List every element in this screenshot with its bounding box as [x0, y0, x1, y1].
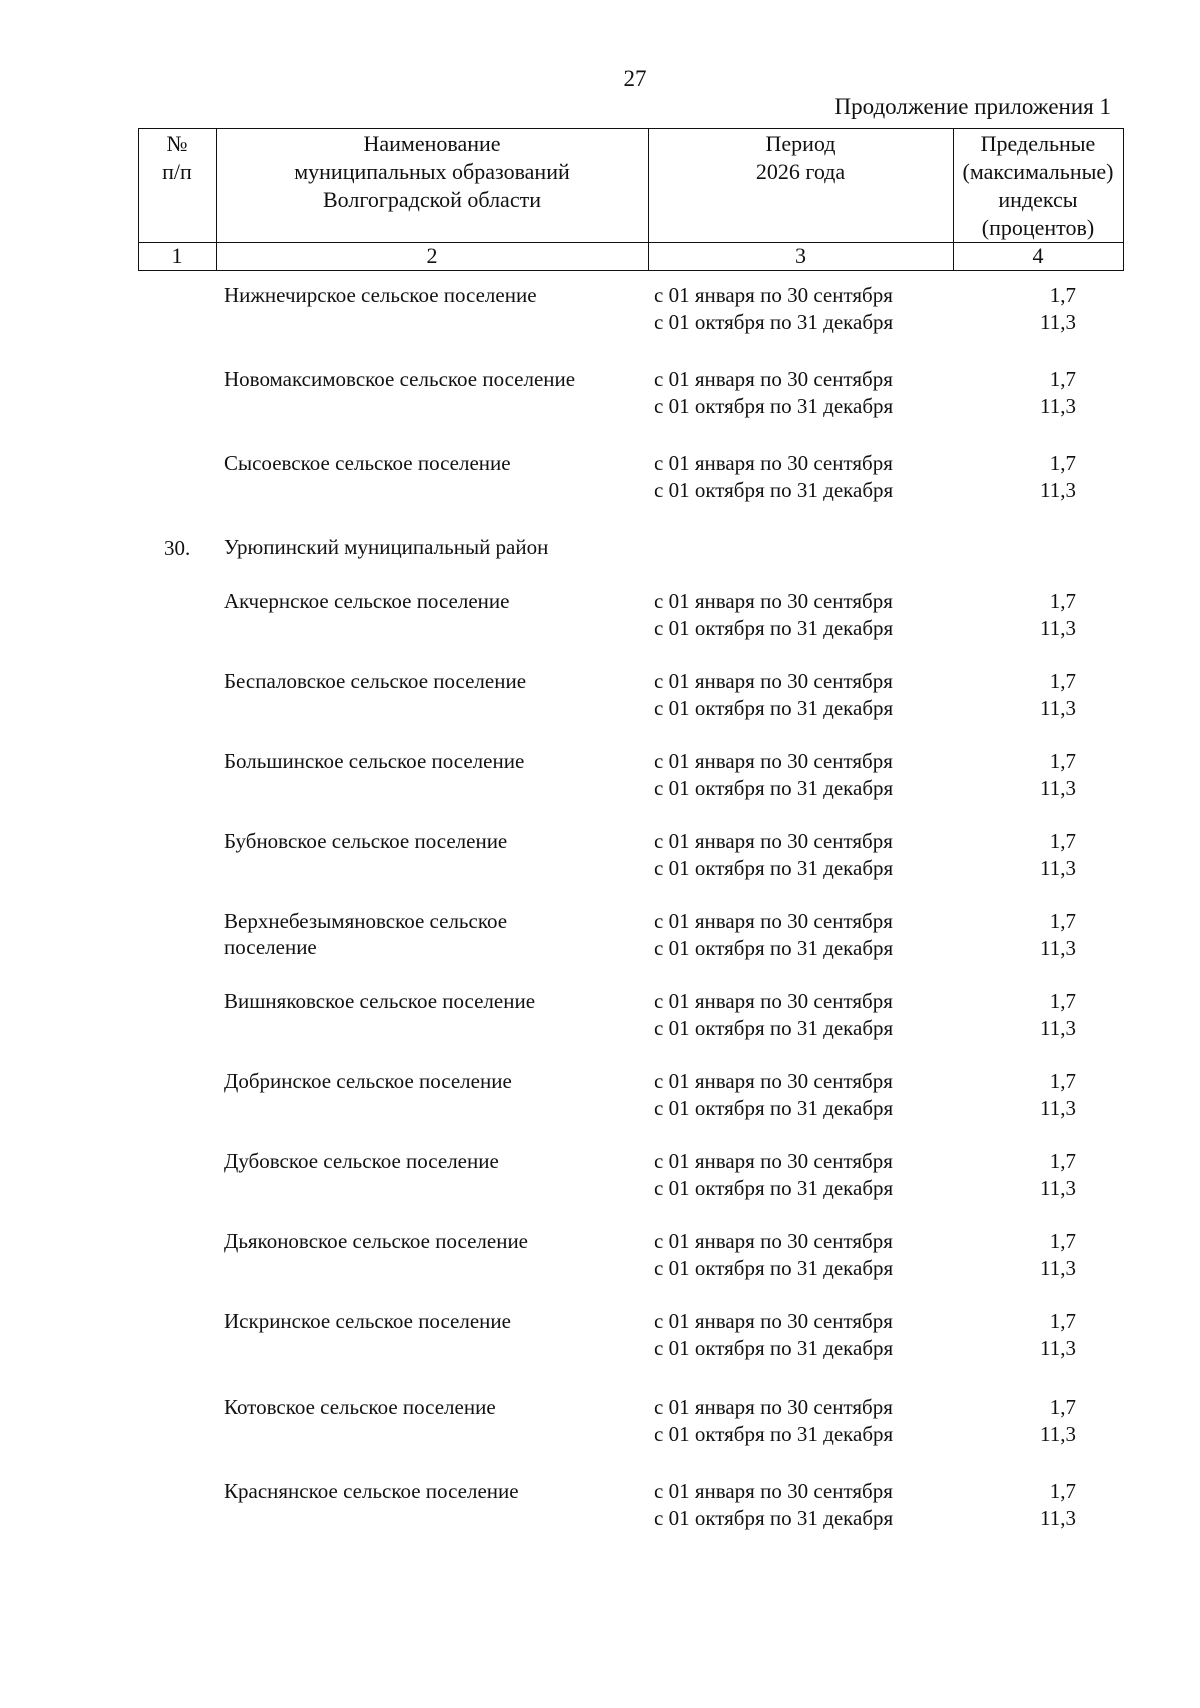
index-cell [1000, 1148, 1076, 1200]
index-value: 1,7 [1049, 1149, 1076, 1173]
period-line: с 01 октября по 31 декабря [654, 1422, 894, 1446]
header-divider [1123, 128, 1124, 270]
settlement-name: Беспаловское сельское поселение [224, 669, 527, 693]
index-value: 11,3 [1040, 856, 1076, 880]
index-value: 1,7 [1049, 829, 1076, 853]
period-line: с 01 октября по 31 декабря [654, 1176, 894, 1200]
header-col-number: № п/п [162, 131, 192, 184]
row-number [164, 988, 202, 1016]
period-line: с 01 октября по 31 декабря [654, 478, 894, 502]
period-line: с 01 января по 30 сентября [654, 749, 893, 773]
index-value: 1,7 [1049, 367, 1076, 391]
period-line: с 01 января по 30 сентября [654, 1149, 893, 1173]
index-value: 11,3 [1040, 776, 1076, 800]
settlement-name: Акчернское сельское поселение [224, 589, 510, 613]
period-line: с 01 октября по 31 декабря [654, 394, 894, 418]
period-cell [654, 282, 934, 334]
period-line: с 01 января по 30 сентября [654, 1479, 893, 1503]
period-line: с 01 января по 30 сентября [654, 669, 893, 693]
period-line: с 01 октября по 31 декабря [654, 936, 894, 960]
period-line: с 01 октября по 31 декабря [654, 1256, 894, 1280]
index-value: 11,3 [1040, 310, 1076, 334]
index-value: 1,7 [1049, 989, 1076, 1013]
header-bottom-rule [138, 270, 1124, 271]
settlement-name: Котовское сельское поселение [224, 1395, 496, 1419]
index-value: 11,3 [1040, 1176, 1076, 1200]
row-number [164, 366, 202, 394]
row-number [164, 828, 202, 856]
index-cell [1000, 282, 1076, 334]
period-line: с 01 января по 30 сентября [654, 989, 893, 1013]
row-number [164, 1394, 202, 1422]
index-cell [1000, 1068, 1076, 1120]
settlement-name: Дьяконовское сельское поселение [224, 1229, 529, 1253]
period-line: с 01 октября по 31 декабря [654, 1096, 894, 1120]
period-cell [654, 668, 934, 720]
period-cell [654, 1308, 934, 1360]
header-top-rule [138, 128, 1124, 129]
period-cell [654, 366, 934, 418]
index-value: 11,3 [1040, 1422, 1076, 1446]
period-line: с 01 января по 30 сентября [654, 1069, 893, 1093]
index-value: 1,7 [1049, 1395, 1076, 1419]
period-line: с 01 октября по 31 декабря [654, 1506, 894, 1530]
settlement-name: Вишняковское сельское поселение [224, 989, 536, 1013]
index-value: 1,7 [1049, 909, 1076, 933]
index-value: 1,7 [1049, 1069, 1076, 1093]
period-line: с 01 октября по 31 декабря [654, 1016, 894, 1040]
index-cell [1000, 748, 1076, 800]
row-number [164, 1148, 202, 1176]
settlement-name: Верхнебезымяновское сельское поселение [224, 909, 508, 959]
period-line: с 01 января по 30 сентября [654, 283, 893, 307]
period-line: с 01 января по 30 сентября [654, 909, 893, 933]
index-cell [1000, 366, 1076, 418]
index-value: 11,3 [1040, 616, 1076, 640]
index-value: 11,3 [1040, 936, 1076, 960]
period-line: с 01 октября по 31 декабря [654, 696, 894, 720]
index-cell [1000, 1394, 1076, 1446]
index-cell [1000, 828, 1076, 880]
column-number-4: 4 [1032, 243, 1044, 268]
index-value: 11,3 [1040, 696, 1076, 720]
header-col-index: Предельные (максимальные) индексы (процентов) [962, 131, 1114, 240]
settlement-name: Сысоевское сельское поселение [224, 451, 511, 475]
period-cell [654, 1394, 934, 1446]
period-line: с 01 января по 30 сентября [654, 367, 893, 391]
settlement-name: Большинское сельское поселение [224, 749, 525, 773]
index-cell [1000, 1228, 1076, 1280]
index-value: 1,7 [1049, 749, 1076, 773]
row-number [164, 588, 202, 616]
header-col-period: Период 2026 года [755, 131, 846, 184]
settlement-name: Искринское сельское поселение [224, 1309, 511, 1333]
row-number: 30. [164, 536, 191, 560]
index-value: 1,7 [1049, 1309, 1076, 1333]
index-value: 11,3 [1040, 1016, 1076, 1040]
index-value: 11,3 [1040, 1256, 1076, 1280]
row-number [164, 282, 202, 310]
column-number-3: 3 [795, 243, 806, 268]
header-col-name: Наименование муниципальных образований Волгоградской области [294, 131, 570, 212]
index-value: 11,3 [1040, 478, 1076, 502]
index-value: 11,3 [1040, 1336, 1076, 1360]
row-number [164, 1068, 202, 1096]
settlement-name: Нижнечирское сельское поселение [224, 283, 537, 307]
column-number-1: 1 [171, 243, 183, 268]
period-line: с 01 января по 30 сентября [654, 589, 893, 613]
row-number [164, 748, 202, 776]
index-cell [1000, 588, 1076, 640]
row-number [164, 908, 202, 936]
index-value: 1,7 [1049, 589, 1076, 613]
row-number [164, 1308, 202, 1336]
period-line: с 01 января по 30 сентября [654, 829, 893, 853]
period-line: с 01 января по 30 сентября [654, 1309, 893, 1333]
period-line: с 01 января по 30 сентября [654, 1229, 893, 1253]
index-value: 11,3 [1040, 1096, 1076, 1120]
settlement-name: Урюпинский муниципальный район [224, 535, 549, 559]
period-cell [654, 588, 934, 640]
column-number-2: 2 [426, 243, 438, 268]
period-cell [654, 1478, 934, 1530]
period-line: с 01 октября по 31 декабря [654, 856, 894, 880]
index-cell [1000, 1478, 1076, 1530]
period-cell [654, 828, 934, 880]
index-value: 1,7 [1049, 1229, 1076, 1253]
index-cell [1000, 668, 1076, 720]
period-cell [654, 1148, 934, 1200]
period-line: с 01 октября по 31 декабря [654, 1336, 894, 1360]
settlement-name: Краснянское сельское поселение [224, 1479, 519, 1503]
period-cell [654, 748, 934, 800]
period-line: с 01 января по 30 сентября [654, 451, 893, 475]
index-value: 1,7 [1049, 669, 1076, 693]
row-number [164, 668, 202, 696]
period-line: с 01 октября по 31 декабря [654, 616, 894, 640]
settlement-name: Добринское сельское поселение [224, 1069, 512, 1093]
appendix-continuation-label: Продолжение приложения 1 [834, 94, 1111, 119]
index-value: 1,7 [1049, 1479, 1076, 1503]
row-number [164, 1478, 202, 1506]
period-cell [654, 1228, 934, 1280]
page-number: 27 [623, 66, 647, 91]
index-cell [1000, 988, 1076, 1040]
settlement-name: Новомаксимовское сельское поселение [224, 367, 576, 391]
period-cell [654, 988, 934, 1040]
table-header [138, 128, 1124, 270]
index-cell [1000, 1308, 1076, 1360]
row-number [164, 1228, 202, 1256]
period-line: с 01 октября по 31 декабря [654, 776, 894, 800]
index-value: 1,7 [1049, 283, 1076, 307]
period-cell [654, 450, 934, 502]
period-line: с 01 октября по 31 декабря [654, 310, 894, 334]
settlement-name: Бубновское сельское поселение [224, 829, 508, 853]
period-line: с 01 января по 30 сентября [654, 1395, 893, 1419]
index-value: 11,3 [1040, 394, 1076, 418]
period-cell [654, 908, 934, 960]
index-value: 1,7 [1049, 451, 1076, 475]
settlement-name: Дубовское сельское поселение [224, 1149, 499, 1173]
row-number [164, 450, 202, 478]
index-value: 11,3 [1040, 1506, 1076, 1530]
period-cell [654, 1068, 934, 1120]
index-cell [1000, 908, 1076, 960]
index-cell [1000, 450, 1076, 502]
